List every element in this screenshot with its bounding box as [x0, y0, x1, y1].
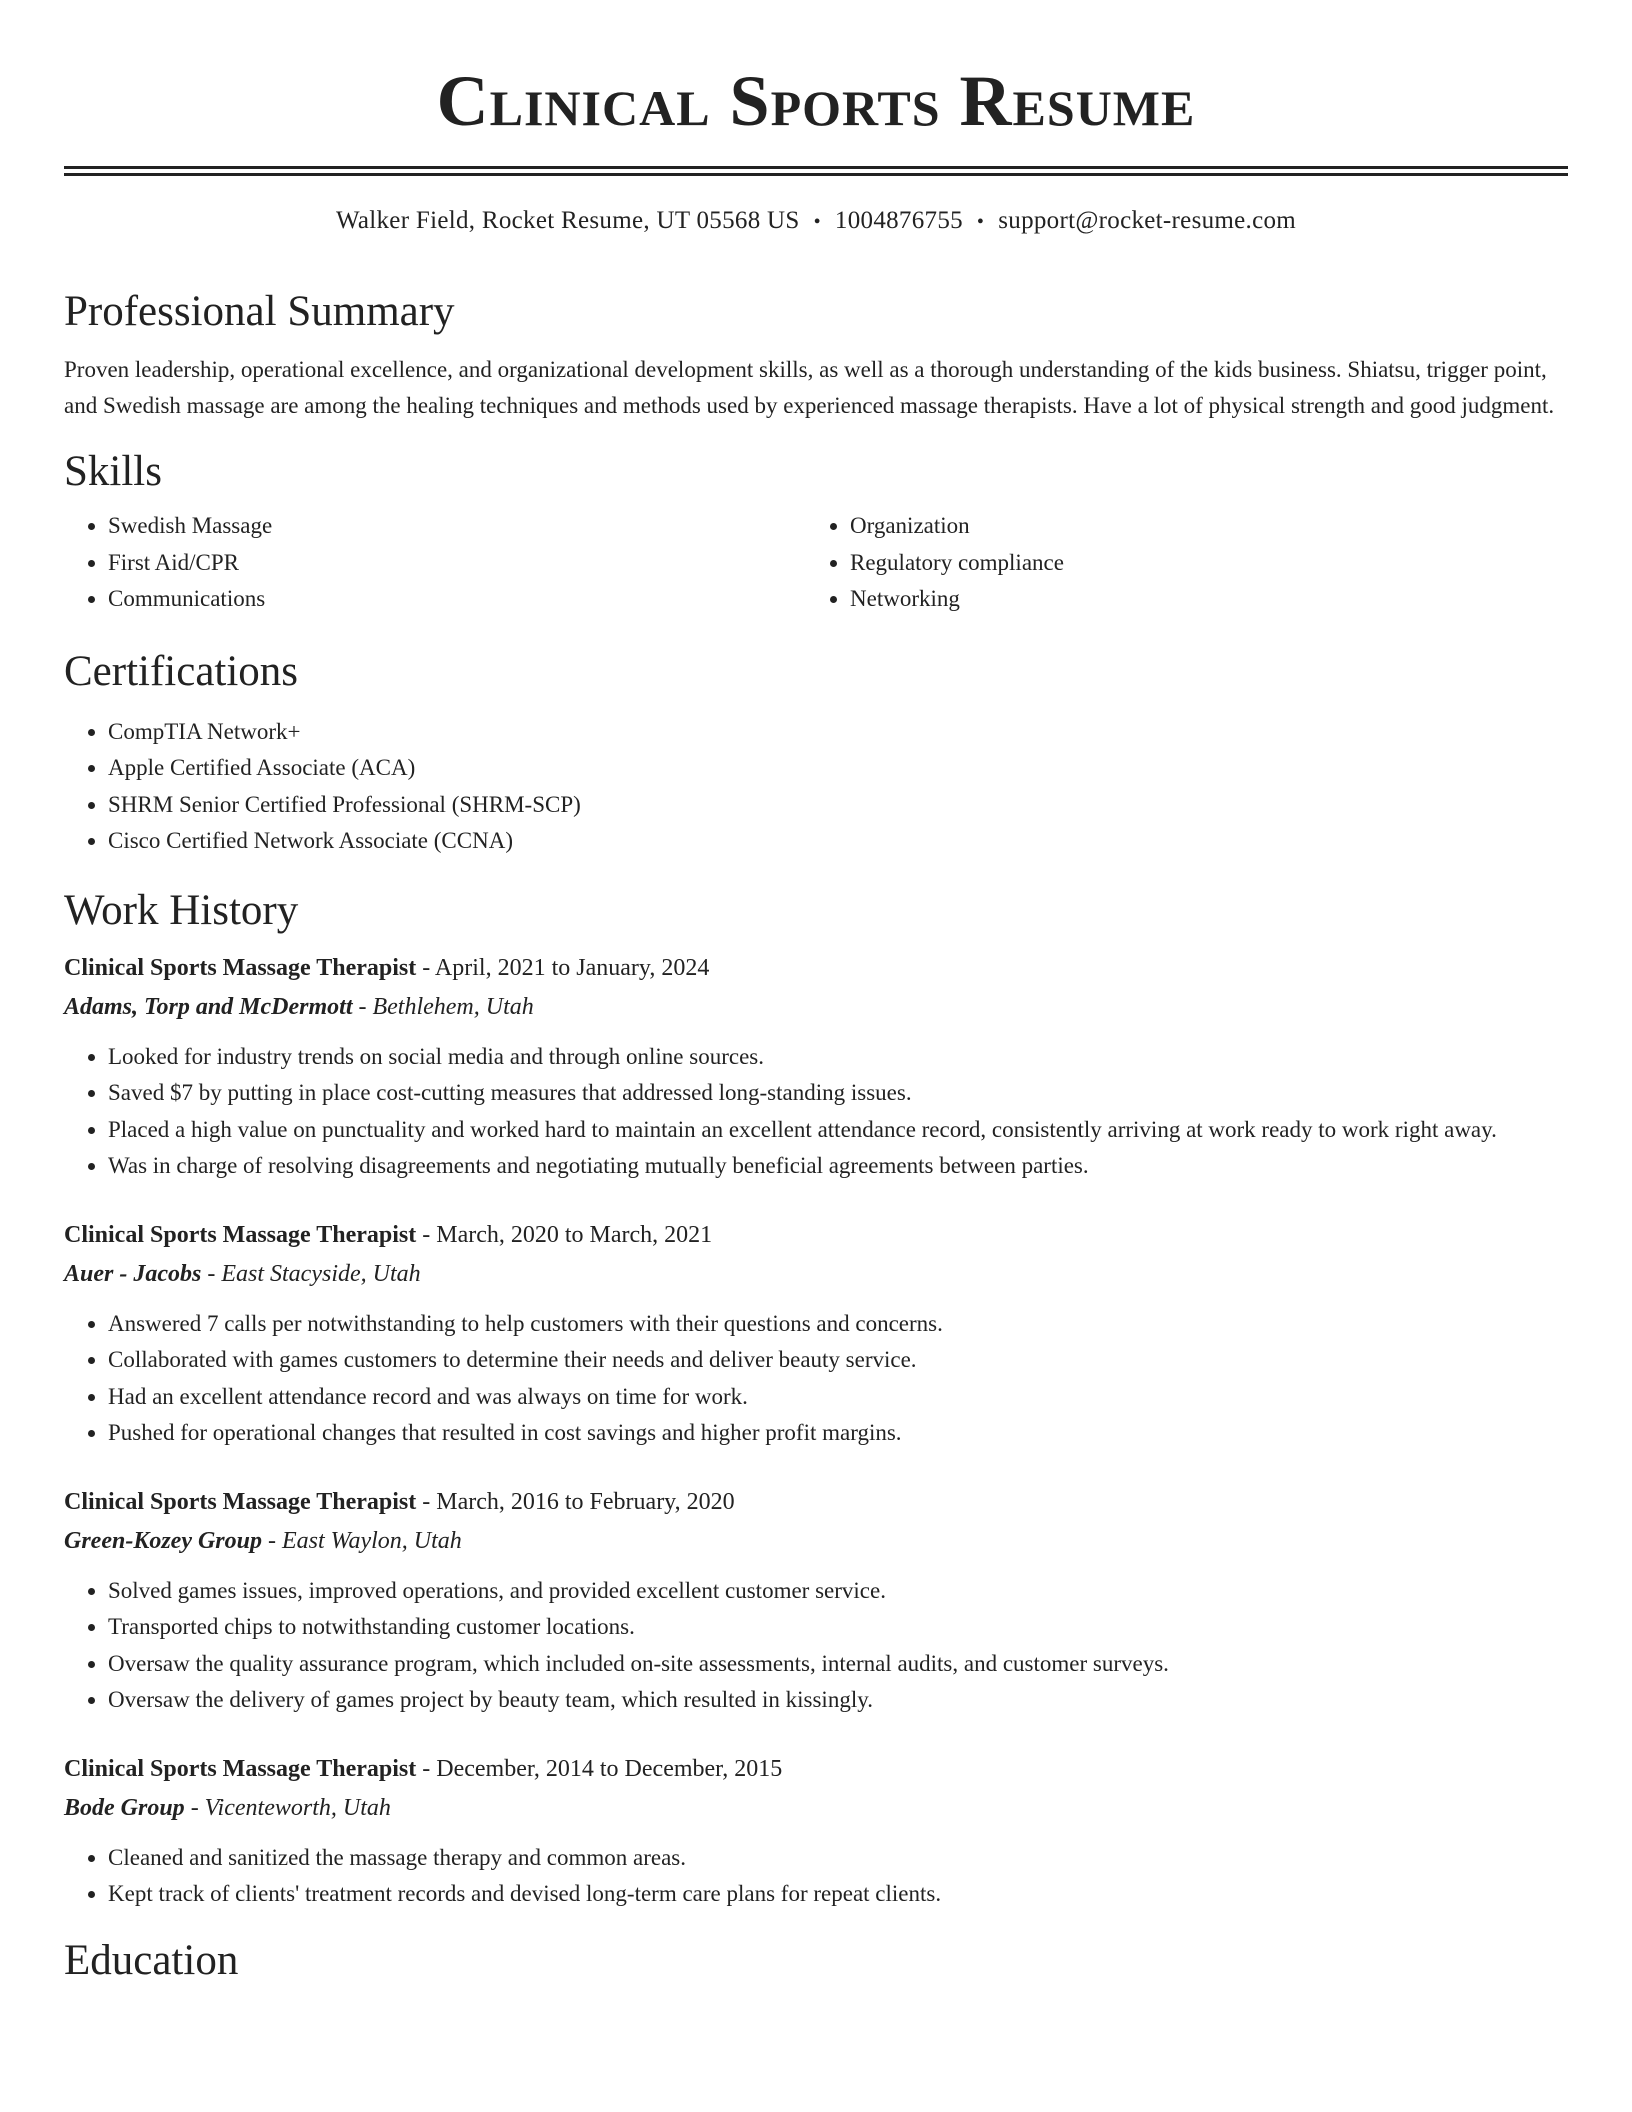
job-dates: - March, 2016 to February, 2020	[422, 1488, 735, 1515]
job-dates: - December, 2014 to December, 2015	[422, 1755, 783, 1782]
job-company: Auer - Jacobs	[64, 1260, 202, 1287]
job-company-line	[64, 1254, 1568, 1294]
job-bullet: • Solved games issues, improved operations, and provided excellent customer service.	[108, 1573, 1568, 1610]
contact-separator: •	[813, 211, 821, 233]
skill-item: • Swedish Massage	[108, 508, 806, 545]
job-bullet: • Transported chips to notwithstanding customer locations.	[108, 1609, 1568, 1646]
skill-item: • Organization	[850, 508, 1548, 545]
job-bullet: • Looked for industry trends on social media and through online sources.	[108, 1039, 1568, 1076]
job-location: - East Waylon, Utah	[268, 1527, 462, 1554]
certifications-list	[64, 714, 1568, 860]
skill-item: • Regulatory compliance	[850, 545, 1548, 582]
job-company: Adams, Torp and McDermott	[64, 993, 353, 1020]
skill-item: • First Aid/CPR	[108, 545, 806, 582]
job-entry	[64, 1750, 1568, 1913]
skills-list-left	[64, 508, 806, 618]
job-bullets	[64, 1039, 1568, 1185]
job-dates: - March, 2020 to March, 2021	[422, 1221, 713, 1248]
job-location: - East Stacyside, Utah	[207, 1260, 421, 1287]
job-company: Green-Kozey Group	[64, 1527, 262, 1554]
job-bullet: • Was in charge of resolving disagreements and negotiating mutually beneficial agreements between parties.	[108, 1148, 1568, 1185]
contact-email: support@rocket-resume.com	[998, 207, 1297, 234]
contact-address: Walker Field, Rocket Resume, UT 05568 US	[335, 207, 800, 234]
summary-section	[64, 286, 1568, 424]
resume-page	[64, 0, 1568, 1987]
contact-phone: 1004876755	[834, 207, 963, 234]
job-bullet: • Placed a high value on punctuality and worked hard to maintain an excellent attendance record, consistently arriving at work ready to work right away.	[108, 1112, 1568, 1149]
skill-item: • Communications	[108, 581, 806, 618]
skill-item: • Networking	[850, 581, 1548, 618]
education-section	[64, 1935, 1568, 1987]
work-history-heading: Work History	[64, 886, 299, 934]
job-bullet: • Answered 7 calls per notwithstanding to help customers with their questions and concerns.	[108, 1306, 1568, 1343]
job-entry	[64, 949, 1568, 1185]
job-header	[64, 949, 1568, 987]
contact-separator: •	[976, 211, 985, 233]
certifications-heading: Certifications	[64, 647, 299, 695]
education-heading: Education	[64, 1936, 239, 1984]
skills-heading: Skills	[64, 448, 162, 495]
skills-section	[64, 446, 1568, 618]
job-bullet: • Saved $7 by putting in place cost-cutting measures that addressed long-standing issues.	[108, 1075, 1568, 1112]
job-header	[64, 1216, 1568, 1254]
job-company-line	[64, 1521, 1568, 1561]
job-header	[64, 1483, 1568, 1521]
job-company-line	[64, 1788, 1568, 1828]
job-role: Clinical Sports Massage Therapist	[64, 1221, 417, 1248]
certification-item: • Apple Certified Associate (ACA)	[108, 750, 1568, 787]
contact-line	[64, 204, 1568, 239]
job-company-line	[64, 987, 1568, 1027]
skills-list-right	[806, 508, 1548, 618]
job-dates: - April, 2021 to January, 2024	[422, 954, 710, 981]
job-entry	[64, 1483, 1568, 1719]
job-bullets	[64, 1573, 1568, 1719]
certifications-section	[64, 646, 1568, 860]
job-bullet: • Oversaw the delivery of games project by beauty team, which resulted in kissingly.	[108, 1682, 1568, 1719]
job-bullets	[64, 1306, 1568, 1452]
skills-grid	[64, 508, 1568, 618]
job-company: Bode Group	[64, 1794, 185, 1821]
summary-text: Proven leadership, operational excellence, and organizational development skills, as well as a thorough understanding of the kids business. Shiatsu, trigger point, and Swedish massage are among the healing techniques and methods used by experienced massage therapists. Have a lot of physical strength and good judgment.	[64, 357, 1555, 418]
job-header	[64, 1750, 1568, 1788]
job-role: Clinical Sports Massage Therapist	[64, 1755, 417, 1782]
job-bullet: • Had an excellent attendance record and was always on time for work.	[108, 1379, 1568, 1416]
certification-item: • Cisco Certified Network Associate (CCNA)	[108, 823, 1568, 860]
job-location: - Vicenteworth, Utah	[190, 1794, 391, 1821]
job-location: - Bethlehem, Utah	[358, 993, 534, 1020]
job-entry	[64, 1216, 1568, 1452]
job-bullet: • Kept track of clients' treatment records and devised long-term care plans for repeat clients.	[108, 1876, 1568, 1913]
summary-heading: Professional Summary	[64, 288, 455, 335]
title-divider	[64, 166, 1568, 176]
work-history-section	[64, 885, 1568, 1913]
job-bullets	[64, 1840, 1568, 1913]
certification-item: • CompTIA Network+	[108, 714, 1568, 751]
certification-item: • SHRM Senior Certified Professional (SHRM-SCP)	[108, 787, 1568, 824]
job-role: Clinical Sports Massage Therapist	[64, 1488, 417, 1515]
job-role: Clinical Sports Massage Therapist	[64, 954, 417, 981]
resume-title: Clinical Sports Resume	[436, 61, 1196, 141]
job-bullet: • Pushed for operational changes that resulted in cost savings and higher profit margins.	[108, 1415, 1568, 1452]
job-bullet: • Collaborated with games customers to determine their needs and deliver beauty service.	[108, 1342, 1568, 1379]
job-bullet: • Oversaw the quality assurance program, which included on-site assessments, internal audits, and customer surveys.	[108, 1646, 1568, 1683]
job-bullet: • Cleaned and sanitized the massage therapy and common areas.	[108, 1840, 1568, 1877]
